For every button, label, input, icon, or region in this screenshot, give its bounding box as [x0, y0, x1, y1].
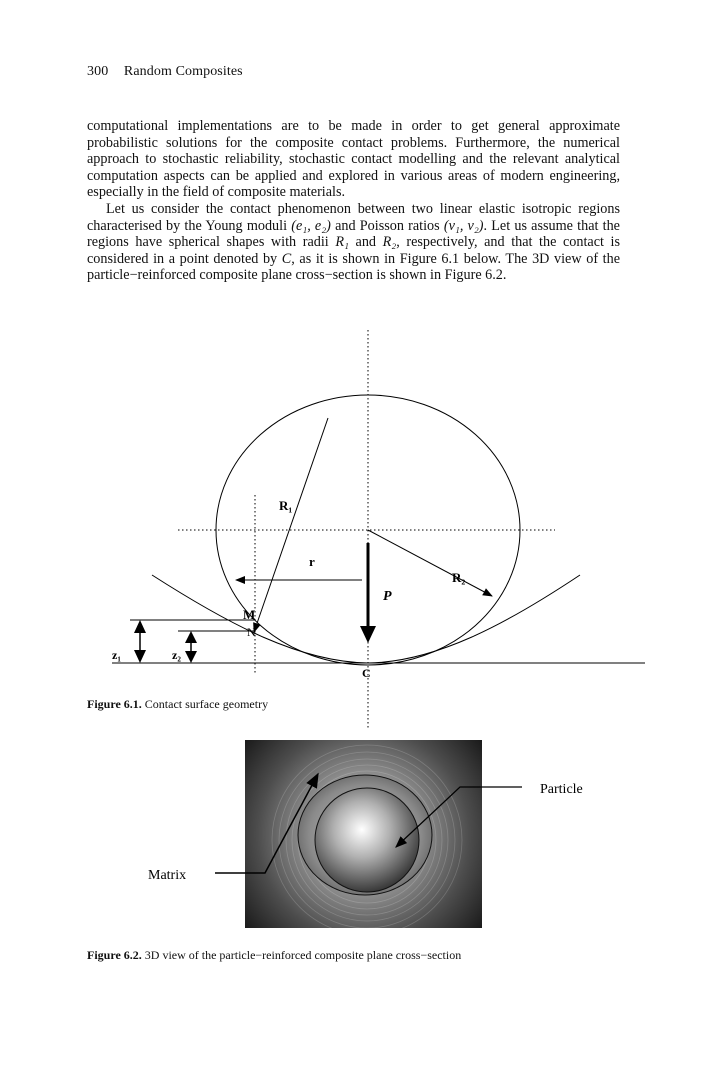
figure-6-2-caption: Figure 6.2. 3D view of the particle−reinforced composite plane cross−section	[87, 948, 462, 962]
label-m: M	[243, 607, 256, 622]
label-r2: R₂	[452, 570, 466, 585]
label-p: P	[383, 589, 392, 604]
label-r1: R₁	[279, 498, 293, 513]
p-force-arrowhead	[360, 626, 376, 643]
particle-leader-arrow	[396, 787, 522, 847]
poisson-ratios-math: (ν₁, ν₂)	[443, 217, 484, 234]
particle-label: Particle	[540, 782, 583, 797]
page-number: 300	[87, 64, 109, 79]
figure-6-2-annotations	[0, 730, 705, 940]
label-z2: z₂	[172, 648, 181, 662]
label-r: r	[309, 554, 315, 569]
z2-arrowhead-bottom	[185, 651, 197, 663]
label-n: N	[247, 625, 256, 639]
paragraph-1: computational implementations are to be made in order to get general approximate probabilistic solutions for the composite contact problems. Furthermore, the numerical approach to stochastic reliability, stochastic contact modelling and the relevant analytical computation aspects can be applied and explored in various areas of modern engineering, especially in the field of composite materials.	[87, 118, 620, 201]
matrix-label: Matrix	[148, 868, 187, 883]
paragraph-2: Let us consider the contact phenomenon between two linear elastic isotropic regions characterised by the Young moduli (e₁, e₂) and Poisson ratios (ν₁, ν₂). Let us assume that the regions have spherical shapes with radii R₁ and R₂, respectively, and that the contact is considered in a point denoted by C, as it is shown in Figure 6.1 below. The 3D view of the particle−reinforced composite plane cross−section is shown in Figure 6.2.	[87, 200, 620, 284]
young-moduli-math: (e₁, e₂)	[291, 217, 331, 234]
r1-radius-line	[254, 418, 328, 632]
z1-arrowhead-top	[134, 620, 146, 633]
matrix-leader-arrow	[215, 774, 318, 873]
label-c: C	[362, 666, 371, 680]
figure-6-1-caption: Figure 6.1. Contact surface geometry	[87, 697, 269, 711]
r2-radius-arrow	[368, 530, 492, 596]
z2-arrowhead-top	[185, 631, 197, 643]
label-z1: z₁	[112, 648, 121, 662]
lower-surface-curve	[152, 575, 580, 663]
running-title: Random Composites	[123, 64, 243, 79]
z1-arrowhead-bottom	[134, 650, 146, 663]
